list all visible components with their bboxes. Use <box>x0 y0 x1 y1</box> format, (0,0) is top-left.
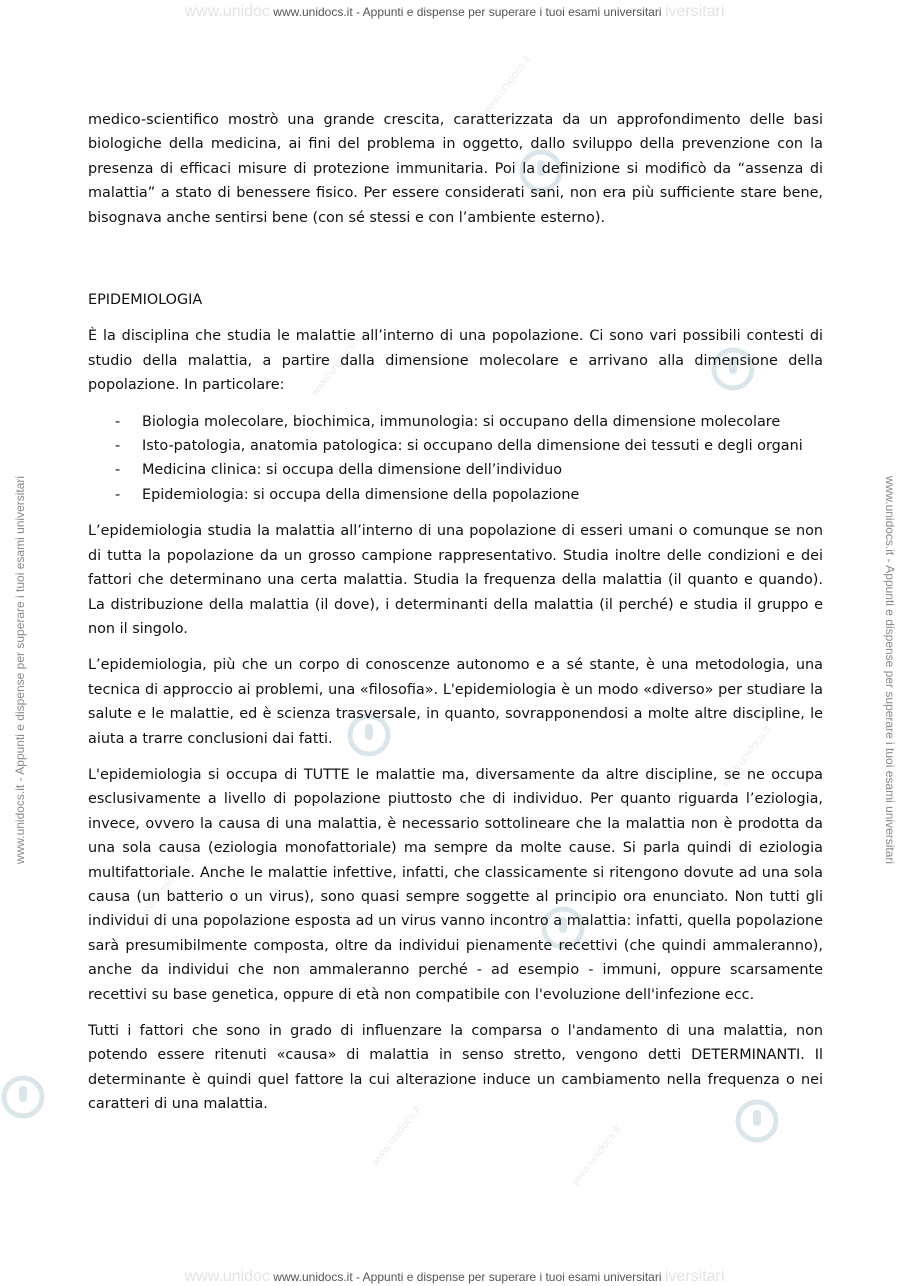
bullet-marker: - <box>115 462 121 479</box>
unidocs-logo-icon <box>0 1074 46 1120</box>
watermark-bottom-text: www.unidocs.it - Appunti e dispense per superare i tuoi esami universitari <box>273 1270 662 1284</box>
bullet-marker: - <box>115 486 121 503</box>
section-heading: EPIDEMIOLOGIA <box>88 292 203 309</box>
list-item-text: Biologia molecolare, biochimica, immunologia: si occupano della dimensione molecolare <box>142 413 781 430</box>
paragraph-study: L’epidemiologia studia la malattia all’interno di una popolazione di esseri umani o comunque se non di tutta la popolazione da un grosso campione rappresentativo. Studia inoltre delle condizioni e dei fattori che determinano una certa malattia. Studia la frequenza della malattia (il quanto e quando). La distribuzione della malattia (il dove), i determinanti della malattia (il perché) e studia il gruppo e non il singolo. <box>88 523 823 637</box>
watermark-diagonal: www.unidocs.it <box>309 333 364 399</box>
list-item <box>88 458 823 482</box>
watermark-ghost-left: www.unidoc <box>184 1268 270 1285</box>
bullet-list <box>88 410 823 508</box>
watermark-top <box>0 3 909 21</box>
list-item <box>88 434 823 458</box>
intro-paragraph: medico-scientifico mostrò una grande crescita, caratterizzata da un approfondimento delle basi biologiche della medicina, ai fini del problema in oggetto, dallo sviluppo della prevenzione con la presenza di efficaci misure di protezione immunitaria. Poi la definizione si modificò da “assenza di malattia” a stato di benessere fisico. Per essere considerati sani, non era più sufficiente stare bene, bisognava anche sentirsi bene (con sé stessi e con l’ambiente esterno). <box>88 112 823 226</box>
paragraph-methodology: L’epidemiologia, più che un corpo di conoscenze autonomo e a sé stante, è una metodologia, una tecnica di approccio ai problemi, una «filosofia». L'epidemiologia è un modo «diverso» per studiare la salute e le malattie, ed è scienza trasversale, in quanto, sovrapponendosi a molte altre discipline, le aiuta a trarre conclusioni dai fatti. <box>88 657 823 747</box>
document-body <box>88 108 823 1129</box>
watermark-diagonal: www.unidocs.it <box>719 723 774 789</box>
section-spacer <box>88 242 823 288</box>
list-item-text: Isto-patologia, anatomia patologica: si occupano della dimensione dei tessuti e degli organi <box>142 438 803 455</box>
watermark-right: www.unidocs.it - Appunti e dispense per superare i tuoi esami universitari <box>883 475 897 865</box>
watermark-left: www.unidocs.it - Appunti e dispense per superare i tuoi esami universitari <box>13 475 27 865</box>
watermark-ghost-right: iversitari <box>664 3 725 20</box>
watermark-diagonal: www.unidocs.it <box>479 53 534 119</box>
watermark-diagonal: www.unidocs.it <box>139 853 194 919</box>
bullet-marker: - <box>115 413 121 430</box>
paragraph-determinants: Tutti i fattori che sono in grado di influenzare la comparsa o l'andamento di una malattia, non potendo essere ritenuti «causa» di malattia in senso stretto, vengono detti DETERMINANTI. Il determinante è quindi quel fattore la cui alterazione induce un cambiamento nella frequenza o nei caratteri di una malattia. <box>88 1023 823 1113</box>
bullet-marker: - <box>115 438 121 455</box>
watermark-bottom <box>0 1268 909 1286</box>
watermark-top-text: www.unidocs.it - Appunti e dispense per superare i tuoi esami universitari <box>273 5 662 19</box>
list-item-text: Epidemiologia: si occupa della dimensione della popolazione <box>142 486 580 503</box>
watermark-diagonal: www.unidocs.it <box>569 1123 624 1189</box>
list-item <box>88 410 823 434</box>
paragraph-etiology: L'epidemiologia si occupa di TUTTE le malattie ma, diversamente da altre discipline, se ne occupa esclusivamente a livello di popolazione piuttosto che di individuo. Per quanto riguarda l’eziologia, invece, ovvero la causa di una malattia, è necessario sottolineare che la malattia non è prodotta da una sola causa (eziologia monofattoriale) ma sempre da molte cause. Si parla quindi di eziologia multifattoriale. Anche le malattie infettive, infatti, che classicamente si ritengono dovute ad una sola causa (un batterio o un virus), sono quasi sempre soggette al principio ora enunciato. Non tutti gli individui di una popolazione esposta ad un virus vanno incontro a malattia: infatti, quella popolazione sarà presumibilmente composta, oltre da individui pienamente recettivi (che quindi ammaleranno), anche da individui che non ammaleranno perché - ad esempio - immuni, oppure scarsamente recettivi su base genetica, oppure di età non compatibile con l'evoluzione dell'infezione ecc. <box>88 766 823 1003</box>
watermark-diagonal: www.unidocs.it <box>369 1103 424 1169</box>
watermark-ghost-left: www.unidoc <box>184 3 270 20</box>
paragraph-definition: È la disciplina che studia le malattie all’interno di una popolazione. Ci sono vari possibili contesti di studio della malattia, a partire dalla dimensione molecolare e arrivano alla dimensione della popolazione. In particolare: <box>88 328 823 394</box>
list-item-text: Medicina clinica: si occupa della dimensione dell’individuo <box>142 462 563 479</box>
list-item <box>88 483 823 507</box>
watermark-ghost-right: iversitari <box>664 1268 725 1285</box>
